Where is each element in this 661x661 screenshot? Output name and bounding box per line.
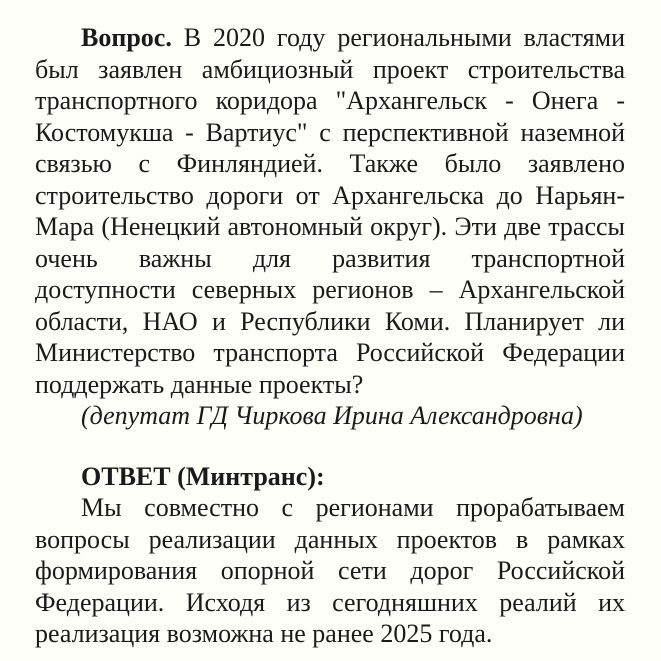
question-text: В 2020 году региональными властями был заявлен амбициозный проект строительства транспортного коридора "Архангельск - Онега - Костомукша - Вартиус" с перспективной наземной связью с Финляндией. Также было заявлено строительство дороги от Архангельска до Нарьян-Мара (Ненецкий автономный округ). Эти две трассы очень важны для развития транспортной доступности северных регионов – Архангельской области, НАО и Республики Коми. Планирует ли Министерство транспорта Российской Федерации поддержать данные проекты? (35, 23, 625, 399)
answer-text: Мы совместно с регионами прорабатываем вопросы реализации данных проектов в рамках формирования опорной сети дорог Российской Федерации. Исходя из сегодняшних реалий их реализация возможна не ранее 2025 года. (35, 493, 625, 648)
answer-label: ОТВЕТ (Минтранс): (81, 461, 325, 491)
question-paragraph (35, 22, 625, 400)
question-author: (депутат ГД Чиркова Ирина Александровна) (81, 401, 583, 430)
question-label: Вопрос. (81, 23, 172, 52)
